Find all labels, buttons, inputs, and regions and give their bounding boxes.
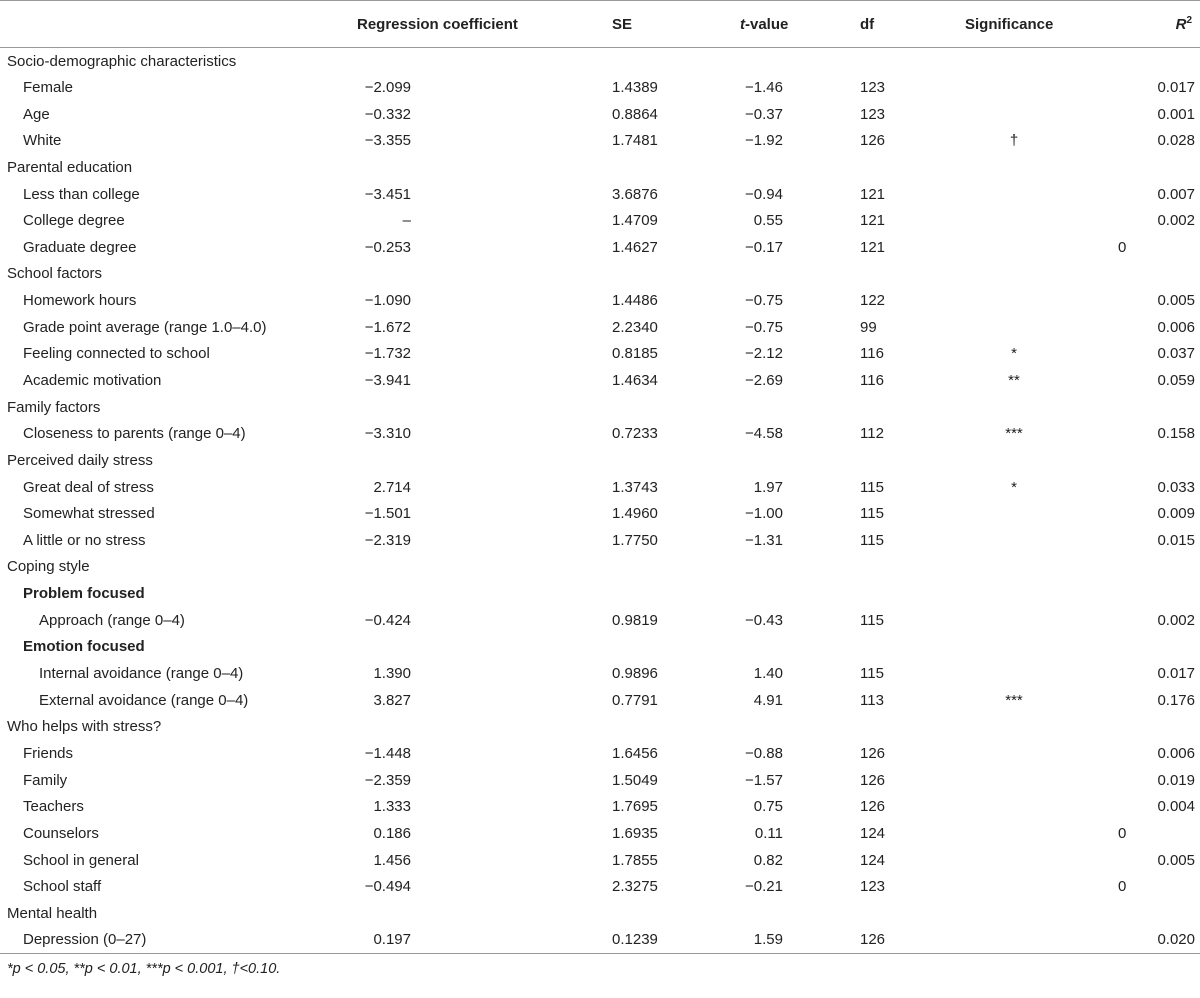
cell-r-squared: 0 [1118,878,1127,896]
cell-se: 1.4634 [612,372,658,389]
header-t-value [740,1,860,48]
cell-significance [965,287,1113,314]
cell-r-squared [1113,554,1200,581]
cell-df: 126 [860,798,886,816]
row-label: Emotion focused [23,638,145,656]
cell-t-value: −0.17 [745,238,783,256]
cell-significance [965,181,1113,208]
cell-regression-coefficient: −3.941 [364,372,411,389]
cell-se [612,261,740,288]
cell-r-squared: 0 [1118,824,1127,842]
cell-significance [965,580,1113,607]
cell-se: 1.3743 [612,478,658,496]
cell-t-value: −0.75 [745,318,783,336]
cell-se: 1.6935 [612,824,658,842]
cell-se [612,634,740,661]
cell-t-value [740,634,860,661]
cell-t-value: 0.55 [753,212,783,230]
cell-t-value: −0.21 [745,878,783,896]
row-label: Who helps with stress? [7,718,162,736]
cell-df [860,554,965,581]
cell-significance [965,767,1113,794]
cell-significance [965,314,1113,341]
cell-significance [965,714,1113,741]
header-label [0,1,357,48]
cell-df: 113 [860,691,884,709]
cell-t-value: −1.46 [745,78,783,96]
cell-df [860,154,965,181]
cell-se: 1.4709 [612,212,658,230]
row-label: School in general [23,851,139,869]
cell-se: 3.6876 [612,185,658,203]
cell-se [612,394,740,421]
row-label: Depression (0–27) [0,927,357,954]
cell-regression-coefficient: 0.197 [357,927,612,954]
cell-se: 0.7791 [612,691,658,709]
table-header [0,1,1200,48]
table-row [0,474,1200,501]
cell-t-value [740,261,860,288]
cell-t-value [740,554,860,581]
row-label: Great deal of stress [23,478,154,496]
cell-regression-coefficient: −3.451 [364,185,411,203]
cell-regression-coefficient [357,580,612,607]
cell-significance: * [1011,345,1017,363]
row-label: Age [23,105,50,123]
row-label: Closeness to parents (range 0–4) [23,425,246,443]
table-row [0,607,1200,634]
cell-regression-coefficient: −2.359 [364,771,411,789]
cell-regression-coefficient: −0.253 [364,238,411,256]
cell-t-value [740,714,860,741]
table-row [0,820,1200,847]
cell-df: 115 [860,665,884,683]
row-label: Family factors [7,398,101,416]
cell-significance [965,527,1113,554]
cell-regression-coefficient [357,394,612,421]
table-section-row [0,900,1200,927]
cell-regression-coefficient [357,714,612,741]
cell-regression-coefficient [357,48,612,75]
cell-significance [965,554,1113,581]
table-section-row [0,714,1200,741]
cell-df: 122 [860,292,886,310]
row-label: A little or no stress [23,531,146,549]
cell-df: 116 [860,345,884,363]
cell-t-value: −0.43 [745,611,783,629]
cell-df [860,900,965,927]
row-label: White [23,132,62,150]
cell-t-value: −1.31 [745,531,783,549]
cell-se: 2.3275 [612,878,658,896]
cell-t-value: 0.82 [753,851,783,869]
cell-regression-coefficient: 1.333 [373,798,411,816]
cell-significance [965,207,1113,234]
cell-r-squared: 0.019 [1157,771,1195,789]
cell-se: 1.4627 [612,238,658,256]
table-section-row [0,554,1200,581]
cell-regression-coefficient: −3.355 [364,132,411,150]
header-df: df [860,1,965,48]
cell-significance [965,660,1113,687]
table-row [0,527,1200,554]
cell-r-squared: 0.005 [1157,292,1195,310]
cell-se [612,447,740,474]
cell-df: 121 [860,212,886,230]
cell-df: 115 [860,505,884,523]
table-row [0,234,1200,261]
row-label: Problem focused [23,585,145,603]
cell-r-squared: 0.007 [1157,185,1195,203]
row-label: Teachers [23,798,84,816]
cell-se: 1.4960 [612,505,658,523]
row-label: Internal avoidance (range 0–4) [39,665,244,683]
cell-se: 0.8864 [612,105,658,123]
cell-se: 1.7855 [612,851,658,869]
table-row [0,740,1200,767]
cell-r-squared [1113,154,1200,181]
table-row [0,127,1200,154]
row-label: Socio-demographic characteristics [7,52,237,70]
header-significance: Significance [965,1,1113,48]
table-section-row [0,394,1200,421]
cell-regression-coefficient: −3.310 [364,425,411,443]
cell-regression-coefficient: – [402,212,411,230]
cell-se: 1.6456 [612,744,658,762]
row-label: Feeling connected to school [23,345,210,363]
table-row [0,341,1200,368]
table-row [0,367,1200,394]
cell-df: 126 [860,744,886,762]
cell-se: 1.4486 [612,292,658,310]
cell-r-squared: 0.017 [1157,78,1195,96]
cell-regression-coefficient [357,900,612,927]
cell-df [860,714,965,741]
header-r2-sup: 2 [1186,15,1192,26]
table-row [0,314,1200,341]
cell-t-value: 1.97 [753,478,783,496]
cell-significance [965,820,1113,847]
cell-df: 112 [860,425,884,443]
table-row [0,74,1200,101]
cell-regression-coefficient [357,154,612,181]
cell-t-value: −2.69 [745,372,783,389]
cell-significance: † [1009,132,1019,150]
cell-regression-coefficient: −0.424 [364,611,411,629]
table-section-row [0,580,1200,607]
cell-se: 1.7481 [612,132,658,150]
cell-regression-coefficient: −1.672 [364,318,411,336]
cell-r-squared: 0.176 [1157,691,1195,709]
cell-r-squared: 0.005 [1157,851,1195,869]
table-row [0,181,1200,208]
cell-significance [965,873,1113,900]
cell-r-squared: 0.004 [1157,798,1195,816]
cell-r-squared [1113,261,1200,288]
table-row [0,847,1200,874]
cell-df: 124 [860,824,886,842]
cell-significance [965,74,1113,101]
cell-se: 0.9896 [612,665,658,683]
cell-df: 115 [860,611,884,629]
table-section-row [0,154,1200,181]
cell-t-value: −0.75 [745,292,783,310]
cell-regression-coefficient: −1.732 [364,345,411,363]
cell-r-squared: 0.001 [1157,105,1195,123]
cell-r-squared [1113,900,1200,927]
cell-se: 1.7750 [612,531,658,549]
header-se: SE [612,1,740,48]
cell-df: 121 [860,238,886,256]
cell-regression-coefficient: −0.494 [364,878,411,896]
cell-t-value: 1.59 [740,927,860,954]
cell-significance: * [1011,478,1017,496]
cell-significance [965,927,1113,954]
row-label: College degree [23,212,125,230]
row-label: External avoidance (range 0–4) [39,691,249,709]
cell-regression-coefficient [357,634,612,661]
cell-significance: ** [1008,372,1020,389]
cell-significance [965,234,1113,261]
cell-regression-coefficient: −1.090 [364,292,411,310]
header-regression-coefficient: Regression coefficient [357,1,612,48]
table-row [0,687,1200,714]
table-row [0,101,1200,128]
cell-se: 0.9819 [612,611,658,629]
cell-r-squared: 0.015 [1157,531,1195,549]
cell-se [612,154,740,181]
cell-r-squared [1113,447,1200,474]
cell-df: 126 [860,927,965,954]
cell-significance [965,607,1113,634]
cell-r-squared: 0.006 [1157,318,1195,336]
row-label: School staff [23,878,102,896]
cell-significance [965,847,1113,874]
cell-r-squared: 0.002 [1157,611,1195,629]
cell-t-value: 4.91 [753,691,783,709]
cell-t-value [740,580,860,607]
cell-r-squared [1113,48,1200,75]
cell-regression-coefficient: 1.390 [373,665,411,683]
cell-regression-coefficient: −1.448 [364,744,411,762]
cell-regression-coefficient [357,447,612,474]
cell-df: 123 [860,78,886,96]
table-row [0,420,1200,447]
table-row [0,660,1200,687]
cell-t-value [740,154,860,181]
cell-r-squared: 0.020 [1113,927,1200,954]
header-r2-base: R [1175,16,1187,33]
cell-r-squared [1113,580,1200,607]
cell-t-value: −1.00 [745,505,783,523]
cell-se [612,48,740,75]
cell-significance [965,447,1113,474]
cell-r-squared: 0.037 [1157,345,1195,363]
cell-t-value: −2.12 [745,345,783,363]
table-body [0,48,1200,954]
cell-r-squared: 0.009 [1157,505,1195,523]
header-row [0,1,1200,48]
cell-se: 1.4389 [612,78,658,96]
cell-significance [965,101,1113,128]
cell-regression-coefficient: −2.319 [364,531,411,549]
cell-t-value: −0.88 [745,744,783,762]
cell-r-squared: 0.059 [1157,372,1195,389]
cell-t-value: −1.57 [745,771,783,789]
cell-t-value: 0.11 [754,824,783,842]
row-label: School factors [7,265,103,283]
cell-significance [965,634,1113,661]
cell-se: 0.8185 [612,345,658,363]
cell-df [860,447,965,474]
cell-r-squared: 0.158 [1157,425,1195,443]
cell-df: 126 [860,771,886,789]
table-row [0,207,1200,234]
cell-regression-coefficient: 2.714 [373,478,411,496]
row-label: Approach (range 0–4) [39,611,185,629]
row-label: Coping style [7,558,90,576]
cell-t-value: −1.92 [745,132,783,150]
row-label: Family [23,771,68,789]
row-label: Somewhat stressed [23,505,155,523]
row-label: Friends [23,744,74,762]
header-t-italic: t [740,15,745,33]
header-r-squared [1113,1,1200,48]
cell-df: 115 [860,531,884,549]
cell-se: 2.2340 [612,318,658,336]
row-label: Homework hours [23,292,137,310]
cell-se [612,714,740,741]
cell-r-squared [1113,634,1200,661]
row-label: Parental education [7,158,133,176]
cell-significance [965,394,1113,421]
table-footnote: *p < 0.05, **p < 0.01, ***p < 0.001, †<0.10. [7,960,281,977]
cell-t-value: −0.94 [745,185,783,203]
row-label: Less than college [23,185,140,203]
cell-df [860,261,965,288]
cell-df: 123 [860,105,886,123]
cell-df [860,394,965,421]
cell-t-value: −0.37 [745,105,783,123]
cell-regression-coefficient [357,554,612,581]
table-row [0,873,1200,900]
cell-se: 1.5049 [612,771,658,789]
cell-t-value [740,447,860,474]
table-row [0,793,1200,820]
cell-significance [965,48,1113,75]
cell-t-value: 0.75 [753,798,783,816]
cell-significance: *** [1005,425,1023,443]
row-label: Counselors [23,824,99,842]
table-row [0,767,1200,794]
row-label: Mental health [7,904,98,922]
cell-regression-coefficient: 3.827 [373,691,411,709]
cell-df: 123 [860,878,886,896]
cell-df [860,580,965,607]
cell-df [860,48,965,75]
row-label: Perceived daily stress [7,451,153,469]
cell-t-value [740,394,860,421]
cell-df: 124 [860,851,886,869]
table-row [0,500,1200,527]
cell-regression-coefficient: −2.099 [364,78,411,96]
cell-df: 99 [860,318,877,336]
cell-se [612,554,740,581]
row-label: Female [23,78,74,96]
table-section-row [0,447,1200,474]
cell-t-value [740,48,860,75]
cell-significance [965,900,1113,927]
cell-se: 0.1239 [612,927,740,954]
cell-regression-coefficient: −1.501 [364,505,411,523]
cell-significance [965,261,1113,288]
table-section-row [0,261,1200,288]
cell-significance [965,500,1113,527]
cell-significance [965,793,1113,820]
cell-regression-coefficient: 0.186 [373,824,411,842]
table-row [0,927,1200,954]
row-label: Graduate degree [23,238,137,256]
header-t-rest: -value [745,15,789,33]
cell-regression-coefficient: 1.456 [373,851,411,869]
cell-se [612,900,740,927]
cell-r-squared: 0.033 [1157,478,1195,496]
cell-df: 126 [860,132,886,150]
cell-regression-coefficient: −0.332 [364,105,411,123]
row-label: Grade point average (range 1.0–4.0) [23,318,267,336]
cell-r-squared: 0.002 [1157,212,1195,230]
cell-df: 121 [860,185,886,203]
cell-se: 1.7695 [612,798,658,816]
cell-se: 0.7233 [612,425,658,443]
cell-significance: *** [1005,691,1023,709]
cell-significance [965,740,1113,767]
cell-t-value: 1.40 [753,665,783,683]
cell-r-squared [1113,394,1200,421]
cell-df [860,634,965,661]
cell-df: 115 [860,478,884,496]
row-label: Academic motivation [23,372,162,389]
cell-r-squared [1113,714,1200,741]
cell-r-squared: 0 [1118,238,1127,256]
table-section-row [0,48,1200,75]
cell-r-squared: 0.006 [1157,744,1195,762]
cell-r-squared: 0.028 [1157,132,1195,150]
cell-r-squared: 0.017 [1157,665,1195,683]
cell-df: 116 [860,372,884,389]
cell-significance [965,154,1113,181]
cell-regression-coefficient [357,261,612,288]
table-row [0,287,1200,314]
cell-t-value: −4.58 [745,425,783,443]
cell-se [612,580,740,607]
cell-t-value [740,900,860,927]
table-section-row [0,634,1200,661]
